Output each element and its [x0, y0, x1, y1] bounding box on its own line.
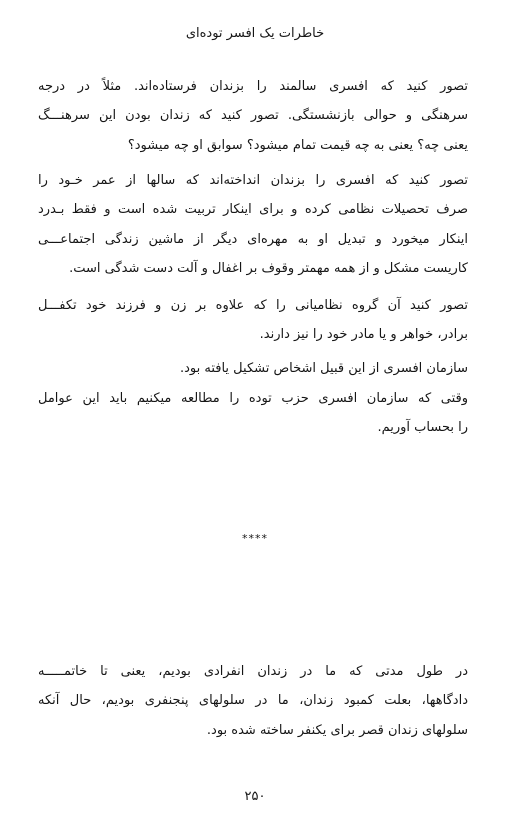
text-line: سازمان افسری از این قبیل اشخاص تشکیل یافته بود.	[179, 361, 468, 376]
text-line: را بحساب آوریم.	[377, 420, 468, 436]
text-line: سرهنگی و حوالی بازنشستگی. تصور کنید که زندان بودن این سرهنـــگ	[38, 108, 468, 124]
text-line: اینکار میخورد و تبدیل او به مهره‌ای دیگر از ماشین زندگی اجتماعـــی	[38, 231, 468, 247]
text-line: کاریست مشکل و از همه مهمتر وقوف بر اغفال و آلت دست شدگی است.	[69, 260, 468, 276]
text-line: سلولهای زندان قصر برای یکنفر ساخته شده بود.	[206, 722, 468, 738]
paragraph-factors	[38, 384, 468, 443]
page-number: ۲۵۰	[244, 789, 266, 804]
text-line: یعنی چه؟ یعنی به چه قیمت تمام میشود؟ سوابق او چه میشود؟	[127, 137, 468, 153]
text-line: دادگاهها، بعلت کمبود زندان، ما در سلولهای پنجنفری بودیم، حال آنکه	[38, 693, 468, 709]
paragraph-career-officer	[38, 166, 468, 283]
paragraph-retired-colonel	[38, 72, 468, 160]
paragraph-family-support	[38, 291, 468, 350]
running-header: خاطرات یک افسر توده‌ای	[185, 26, 325, 41]
text-line: صرف تحصیلات نظامی کرده و برای اینکار تربیت شده است و فقط بـدرد	[38, 202, 468, 218]
text-line: برادر، خواهر و یا مادر خود را نیز دارند.	[259, 327, 468, 343]
paragraph-organization	[38, 354, 468, 383]
paragraph-prison-cells	[38, 657, 468, 745]
section-separator: ****	[242, 532, 268, 545]
text-line: تصور کنید آن گروه نظامیانی را که علاوه بر زن و فرزند خود تکفـــل	[38, 298, 468, 313]
text-line: وقتی که سازمان افسری حزب توده را مطالعه میکنیم باید این عوامل	[38, 391, 468, 406]
text-line: در طول مدتی که ما در زندان انفرادی بودیم، یعنی تا خاتمـــــه	[38, 664, 468, 679]
text-line: تصور کنید که افسری سالمند را بزندان فرستاده‌اند. مثلاً در درجه	[38, 79, 468, 94]
text-line: تصور کنید که افسری را بزندان انداخته‌اند که سالها از عمر خـود را	[38, 173, 468, 188]
